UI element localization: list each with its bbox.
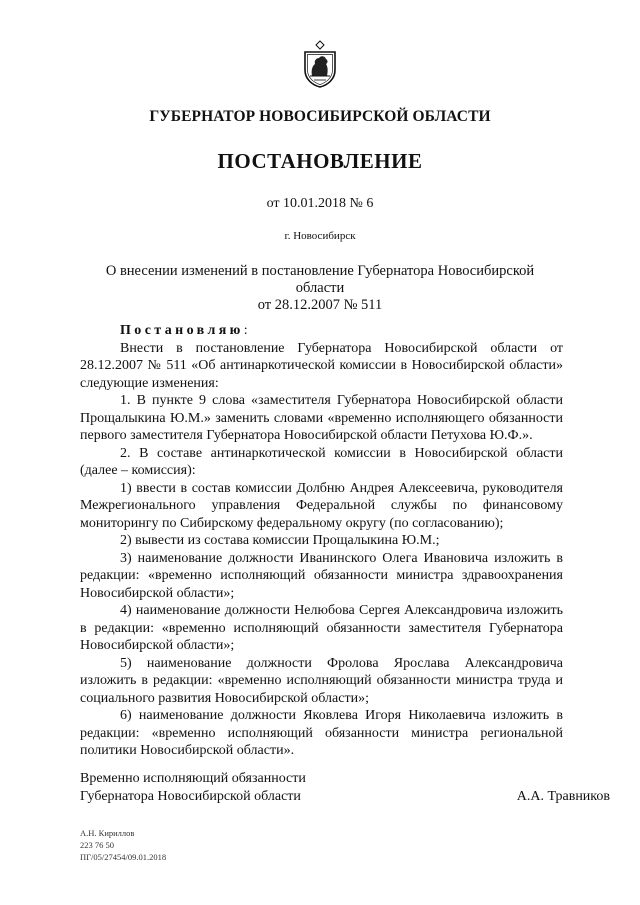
body-paragraph: 5) наименование должности Фролова Ярослава Александровича изложить в редакции: «временно исполняющий обязанности министра труда и социального развития Новосибирской области»; (80, 655, 563, 706)
executor-name: А.Н. Кириллов (80, 828, 135, 838)
executor-footer (80, 827, 166, 863)
body-paragraph: 2. В составе антинаркотической комиссии в Новосибирской области (далее – комиссия): (80, 445, 563, 478)
body-paragraph: 1) ввести в состав комиссии Долбню Андрея Алексеевича, руководителя Межрегионального управления Федеральной службы по финансовому мониторингу по Сибирскому федеральному округу (по согласованию); (80, 480, 563, 531)
document-subject (80, 263, 560, 314)
document-type: ПОСТАНОВЛЕНИЕ (217, 149, 423, 173)
resolve-suffix: : (243, 323, 248, 338)
body-paragraph: 6) наименование должности Яковлева Игоря Николаевича изложить в редакции: «временно исполняющий обязанности министра региональной политики Новосибирской области». (80, 708, 563, 758)
subject-line: от 28.12.2007 № 511 (257, 297, 383, 313)
signature-row (80, 788, 610, 806)
body-paragraph: 2) вывести из состава комиссии Прощалыкина Ю.М.; (120, 533, 440, 548)
body-paragraph: Внести в постановление Губернатора Новосибирской области от 28.12.2007 № 511 «Об антинаркотической комиссии в Новосибирской области» следующие изменения: (80, 340, 563, 391)
signatory-name: А.А. Травников (516, 789, 610, 804)
signature-block (80, 770, 610, 806)
signatory-position: Временно исполняющий обязанности (80, 771, 306, 786)
document-city: г. Новосибирск (284, 230, 356, 242)
document-body (80, 322, 563, 760)
document-date-number: от 10.01.2018 № 6 (266, 196, 374, 211)
signatory-position: Губернатора Новосибирской области (80, 789, 301, 804)
body-paragraph: 4) наименование должности Нелюбова Сергея Александровича изложить в редакции: «временно исполняющий обязанности заместителя Губернатора Новосибирской области»; (80, 603, 563, 653)
executor-phone: 223 76 50 (80, 840, 114, 850)
coat-of-arms-icon (301, 40, 339, 88)
issuing-authority: ГУБЕРНАТОР НОВОСИБИРСКОЙ ОБЛАСТИ (149, 108, 491, 125)
body-paragraph: 1. В пункте 9 слова «заместителя Губернатора Новосибирской области Прощалыкина Ю.М.» заменить словами «временно исполняющего обязанности первого заместителя Губернатора Новосибирской области Петухова Ю.Ф.». (80, 393, 563, 443)
body-paragraph: 3) наименование должности Иванинского Олега Ивановича изложить в редакции: «временно исполняющий обязанности министра здравоохранения Новосибирской области»; (80, 550, 563, 601)
resolve-word: Постановляю (120, 323, 244, 338)
resolve-heading (80, 322, 563, 340)
subject-line: О внесении изменений в постановление Губернатора Новосибирской области (105, 263, 535, 296)
document-code: ПГ/05/27454/09.01.2018 (80, 852, 167, 862)
